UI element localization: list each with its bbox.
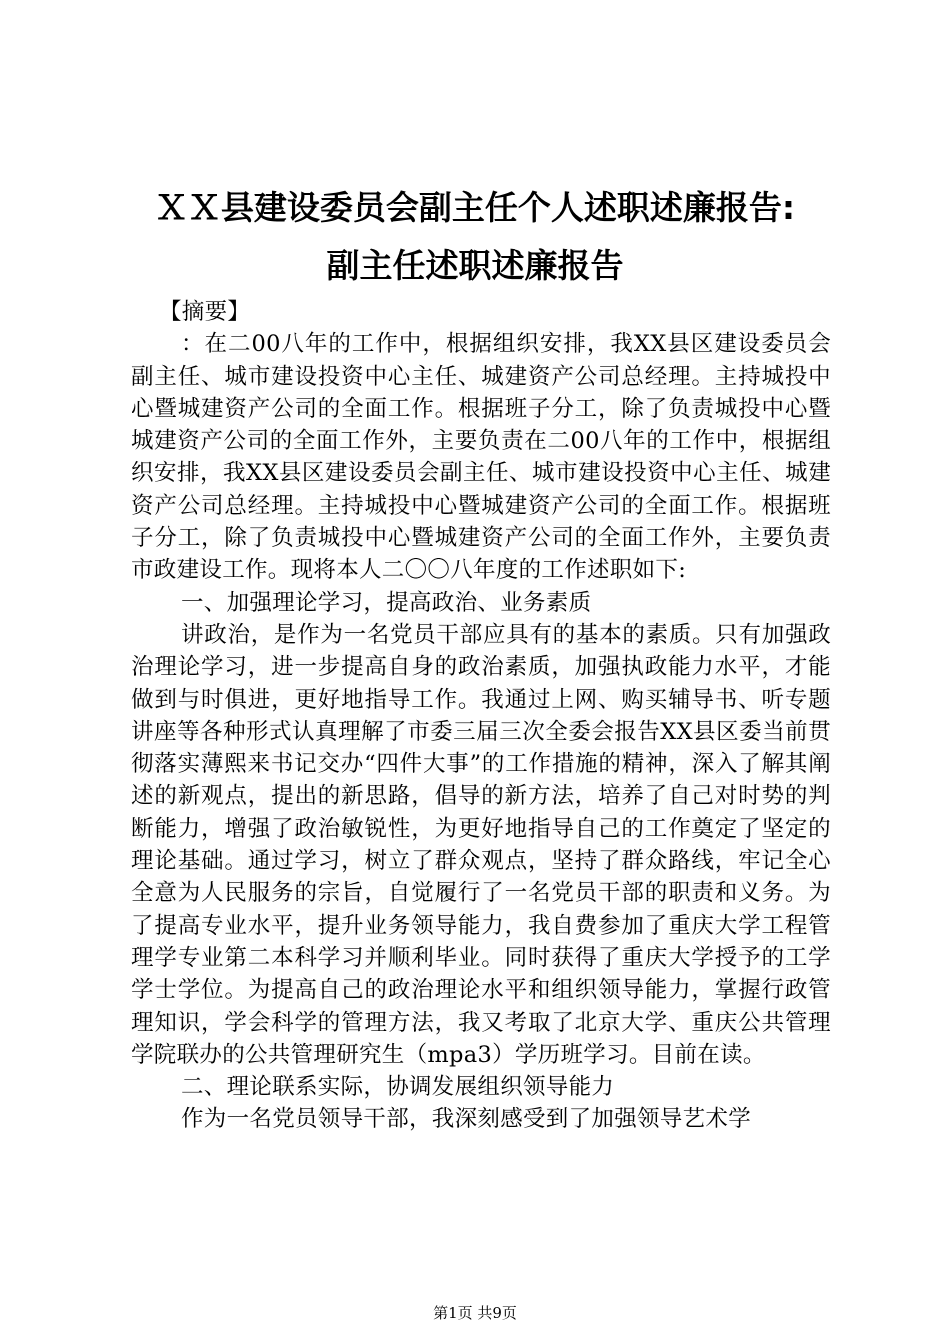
abstract-label: 【摘要】 [159, 299, 251, 325]
section-heading-2: 二、理论联系实际，协调发展组织领导能力 [181, 1074, 615, 1101]
paragraph-section-2: 作为一名党员领导干部，我深刻感受到了加强领导艺术学 [181, 1106, 752, 1133]
document-title-line-2: 副主任述职述廉报告 [326, 246, 624, 285]
document-title-line-1: ＸＸ县建设委员会副主任个人述职述廉报告: [154, 188, 796, 227]
section-heading-1: 一、加强理论学习，提高政治、业务素质 [181, 589, 592, 616]
paragraph-section-1: 讲政治，是作为一名党员干部应具有的基本的素质。只有加强政治理论学习，进一步提高自身的政治素质，加强执政能力水平，才能做到与时俱进，更好地指导工作。我通过上网、购买辅导书、听专题讲座等各种形式认真理解了市委三届三次全委会报告XX县区委当前贯彻落实薄熙来书记交办“四件大事”的工作措施的精神，深入了解其阐述的新观点，提出的新思路，倡导的新方法，培养了自己对时势的判断能力，增强了政治敏锐性，为更好地指导自己的工作奠定了坚定的理论基础。通过学习，树立了群众观点，坚持了群众路线，牢记全心全意为人民服务的宗旨，自觉履行了一名党员干部的职责和义务。为了提高专业水平，提升业务领导能力，我自费参加了重庆大学工程管理学专业第二本科学习并顺利毕业。同时获得了重庆大学授予的工学学士学位。为提高自己的政治理论水平和组织领导能力，掌握行政管理知识，学会科学的管理方法，我又考取了北京大学、重庆公共管理学院联办的公共管理研究生（mpa3）学历班学习。目前在读。 [131, 621, 831, 1068]
page-footer: 第1页 共9页 [433, 1304, 517, 1322]
paragraph-intro: ：在二00八年的工作中，根据组织安排，我XX县区建设委员会副主任、城市建设投资中心主任、城建资产公司总经理。主持城投中心暨城建资产公司的全面工作。根据班子分工，除了负责城投中心暨城建资产公司的全面工作外，主要负责在二00八年的工作中，根据组织安排，我XX县区建设委员会副主任、城市建设投资中心主任、城建资产公司总经理。主持城投中心暨城建资产公司的全面工作。根据班子分工，除了负责城投中心暨城建资产公司的全面工作外，主要负责市政建设工作。现将本人二〇〇八年度的工作述职如下: [131, 331, 831, 584]
document-body [131, 296, 831, 1136]
